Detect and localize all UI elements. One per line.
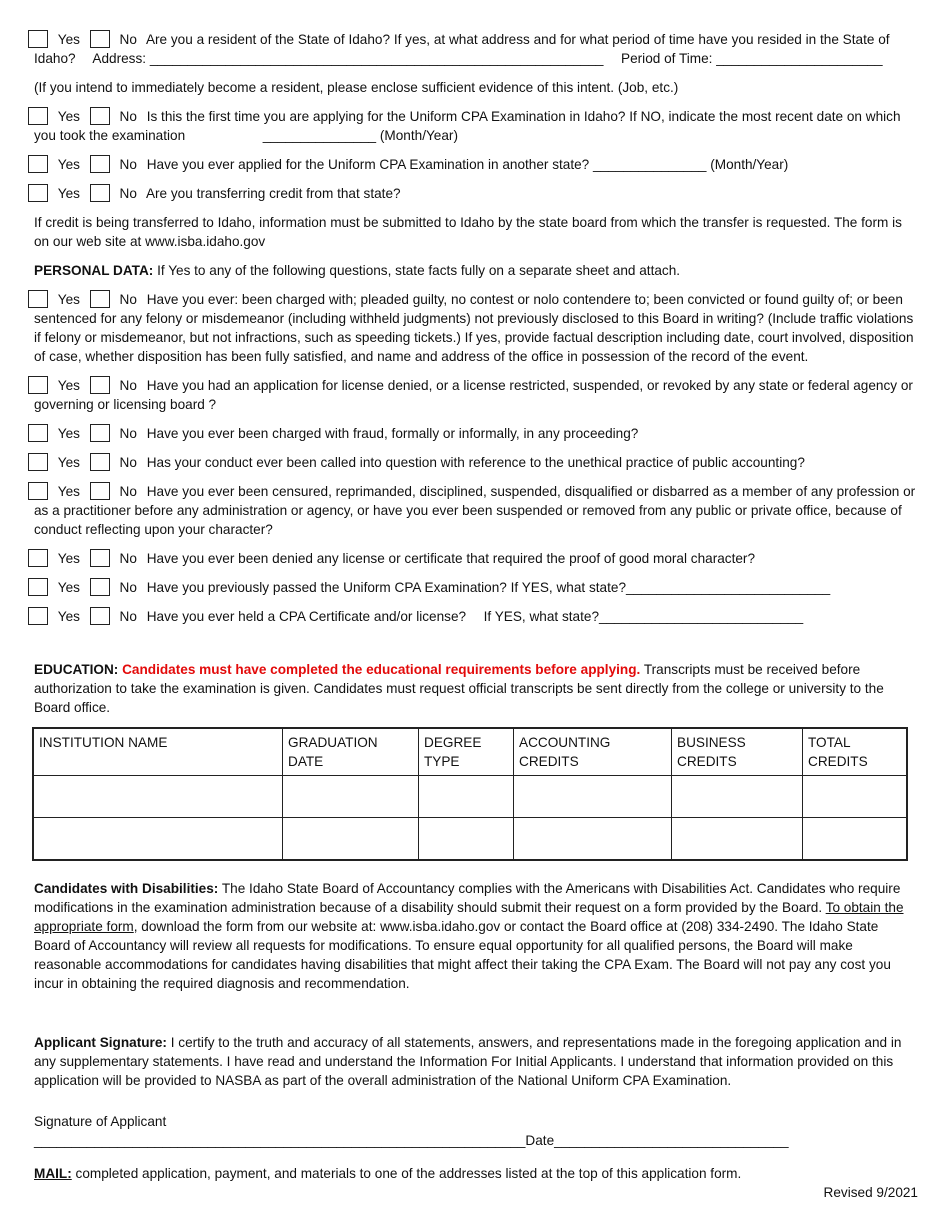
- question-conduct: Yes No Has your conduct ever been called into question with reference to the unethical practice of public accounting?: [34, 453, 918, 472]
- period-field[interactable]: ______________________: [716, 51, 883, 66]
- column-header: DEGREE TYPE: [419, 728, 514, 776]
- address-field[interactable]: ____________________________________________________________: [149, 51, 604, 66]
- fraud-yes-checkbox[interactable]: [28, 424, 48, 442]
- question-text: Have you ever applied for the Uniform CPA Examination in another state?: [146, 157, 590, 172]
- question-moral: Yes No Have you ever been denied any license or certificate that required the proof of good moral character?: [34, 549, 918, 568]
- transfer-no-checkbox[interactable]: [90, 184, 110, 202]
- signature-field[interactable]: _________________________________________________________________: [34, 1133, 526, 1148]
- question-fraud: Yes No Have you ever been charged with fraud, formally or informally, in any proceeding?: [34, 424, 918, 443]
- column-header: BUSINESS CREDITS: [672, 728, 803, 776]
- column-header: INSTITUTION NAME: [33, 728, 283, 776]
- mail-section: MAIL: completed application, payment, and materials to one of the addresses listed at the top of this application form.: [34, 1166, 742, 1181]
- table-header-row: [33, 728, 907, 776]
- question-text: Have you previously passed the Uniform CPA Examination? If YES, what state?: [146, 580, 627, 595]
- table-cell[interactable]: [419, 818, 514, 861]
- question-charged: Yes No Have you ever: been charged with; pleaded guilty, no contest or nolo contendere to; been convicted or found guilty of; or been sentenced for any felony or misdemeanor (including withheld judgments) not previously disclosed to this Board in writing? (Include traffic violations if felony or misdemeanor, but not infractions, such as speeding tickets.) If yes, provide factual description including date, court involved, disposition of case, whether disposition has been fully satisfied, and name and address of the office in possession of the record of the event.: [34, 290, 918, 366]
- appropriate-form-link[interactable]: To obtain the appropriate form: [34, 900, 904, 934]
- table-cell[interactable]: [283, 776, 419, 818]
- held-state-field[interactable]: ___________________________: [599, 609, 804, 624]
- question-passed: Yes No Have you previously passed the Uniform CPA Examination? If YES, what state?___________________________: [34, 578, 918, 597]
- address-label: Address:: [92, 51, 147, 66]
- table-cell[interactable]: [33, 776, 283, 818]
- transfer-note: If credit is being transferred to Idaho, information must be submitted to Idaho by the state board from which the transfer is requested. The form is on our web site at www.isba.idaho.gov: [34, 215, 902, 249]
- conduct-yes-checkbox[interactable]: [28, 453, 48, 471]
- license-denied-yes-checkbox[interactable]: [28, 376, 48, 394]
- question-text: Have you ever been censured, reprimanded, disciplined, suspended, disqualified or disbarred as a member of any profession or as a practitioner before any administration or agency, or have you ever been suspended or removed from any public or private office, because of conduct reflecting upon your character?: [34, 484, 916, 537]
- table-cell[interactable]: [33, 818, 283, 861]
- table-row: [33, 776, 907, 818]
- personal-data-heading: PERSONAL DATA: If Yes to any of the following questions, state facts fully on a separate sheet and attach.: [34, 263, 681, 278]
- table-cell[interactable]: [672, 818, 803, 861]
- table-cell[interactable]: [803, 776, 908, 818]
- education-table: [32, 727, 908, 861]
- date-label: Date: [525, 1133, 555, 1148]
- conduct-no-checkbox[interactable]: [90, 453, 110, 471]
- question-text: Has your conduct ever been called into question with reference to the unethical practice of public accounting?: [146, 455, 805, 470]
- resident-no-checkbox[interactable]: [90, 30, 110, 48]
- signature-section: Applicant Signature: I certify to the truth and accuracy of all statements, answers, and representations made in the foregoing application and in any supplementary statements. I have read and understand the Information For Initial Applicants. I understand that information provided on this application will be provided to NASBA as part of the overall administration of the National Uniform CPA Examination.: [34, 1035, 902, 1088]
- signature-line: [34, 1112, 918, 1150]
- question-text: Have you ever been charged with fraud, formally or informally, in any proceeding?: [146, 426, 639, 441]
- held-yes-checkbox[interactable]: [28, 607, 48, 625]
- signature-label: Signature of Applicant: [34, 1114, 167, 1129]
- date-field[interactable]: _______________________________: [554, 1133, 789, 1148]
- censured-no-checkbox[interactable]: [90, 482, 110, 500]
- resident-note: (If you intend to immediately become a resident, please enclose sufficient evidence of this intent. (Job, etc.): [34, 80, 679, 95]
- first-time-no-checkbox[interactable]: [90, 107, 110, 125]
- charged-yes-checkbox[interactable]: [28, 290, 48, 308]
- question-transfer: Yes No Are you transferring credit from that state?: [34, 184, 918, 203]
- other-state-yes-checkbox[interactable]: [28, 155, 48, 173]
- question-text: Are you transferring credit from that state?: [145, 186, 401, 201]
- question-license-denied: Yes No Have you had an application for license denied, or a license restricted, suspended, or revoked by any state or federal agency or governing or licensing board ?: [34, 376, 918, 414]
- moral-yes-checkbox[interactable]: [28, 549, 48, 567]
- question-text: Have you ever: been charged with; pleaded guilty, no contest or nolo contendere to; been convicted or found guilty of; or been sentenced for any felony or misdemeanor (including withheld judgments) not previously disclosed to this Board in writing? (Include traffic violations if felony or misdemeanor, but not infractions, such as speeding tickets.) If yes, provide factual description including date, court involved, disposition of case, whether disposition has been fully satisfied, and name and address of the office in possession of the record of the event.: [34, 292, 914, 364]
- column-header: TOTAL CREDITS: [803, 728, 908, 776]
- table-cell[interactable]: [514, 818, 672, 861]
- other-state-no-checkbox[interactable]: [90, 155, 110, 173]
- question-text: Have you ever held a CPA Certificate and/or license?: [146, 609, 467, 624]
- exam-date-field[interactable]: _______________: [262, 128, 377, 143]
- education-section: EDUCATION: Candidates must have completed the educational requirements before applying. Transcripts must be received before authorization to take the examination is given. Candidates must request official transcripts be sent directly from the college or university to the Board office.: [34, 662, 884, 715]
- table-cell[interactable]: [419, 776, 514, 818]
- table-cell[interactable]: [514, 776, 672, 818]
- table-cell[interactable]: [672, 776, 803, 818]
- revision-date: Revised 9/2021: [823, 1185, 918, 1200]
- column-header: GRADUATION DATE: [283, 728, 419, 776]
- passed-state-field[interactable]: ___________________________: [626, 580, 831, 595]
- moral-no-checkbox[interactable]: [90, 549, 110, 567]
- held-no-checkbox[interactable]: [90, 607, 110, 625]
- question-censured: Yes No Have you ever been censured, reprimanded, disciplined, suspended, disqualified or disbarred as a member of any profession or as a practitioner before any administration or agency, or have you ever been suspended or removed from any public or private office, because of conduct reflecting upon your character?: [34, 482, 918, 539]
- question-other-state: Yes No Have you ever applied for the Uniform CPA Examination in another state? _______________ (Month/Year): [34, 155, 918, 174]
- question-text: Have you had an application for license denied, or a license restricted, suspended, or revoked by any state or federal agency or governing or licensing board ?: [34, 378, 913, 412]
- passed-no-checkbox[interactable]: [90, 578, 110, 596]
- table-cell[interactable]: [283, 818, 419, 861]
- column-header: ACCOUNTING CREDITS: [514, 728, 672, 776]
- table-cell[interactable]: [803, 818, 908, 861]
- disabilities-section: Candidates with Disabilities: The Idaho State Board of Accountancy complies with the Americans with Disabilities Act. Candidates who require modifications in the examination administration because of a disability should submit their request on a form provided by the Board. To obtain the appropriate form, download the form from our website at: www.isba.idaho.gov or contact the Board office at (208) 334-2490. The Idaho State Board of Accountancy will review all requests for modifications. To ensure equal opportunity for all qualified persons, the Board will make reasonable accommodations for candidates having disabilities that might affect their taking the CPA Exam. The Board will not pay any cost you incur in obtaining the required diagnosis and recommendation.: [34, 881, 904, 991]
- question-text: Have you ever been denied any license or certificate that required the proof of good moral character?: [146, 551, 756, 566]
- question-first-time: Yes No Is this the first time you are applying for the Uniform CPA Examination in Idaho? If NO, indicate the most recent date on which you took the examination _______________ (Month/Year): [34, 107, 918, 145]
- period-label: Period of Time:: [621, 51, 713, 66]
- fraud-no-checkbox[interactable]: [90, 424, 110, 442]
- question-text: Are you a resident of the State of Idaho? If yes, at what address and for what period of time have you resided in the State of Idaho?: [34, 32, 890, 66]
- other-state-date-field[interactable]: _______________: [593, 157, 707, 172]
- resident-yes-checkbox[interactable]: [28, 30, 48, 48]
- question-text: Is this the first time you are applying for the Uniform CPA Examination in Idaho? If NO, indicate the most recent date on which you took the examination: [34, 109, 901, 143]
- censured-yes-checkbox[interactable]: [28, 482, 48, 500]
- table-row: [33, 818, 907, 861]
- passed-yes-checkbox[interactable]: [28, 578, 48, 596]
- question-held: Yes No Have you ever held a CPA Certificate and/or license? If YES, what state?___________________________: [34, 607, 918, 626]
- education-warning: Candidates must have completed the educational requirements before applying.: [122, 662, 641, 677]
- transfer-yes-checkbox[interactable]: [28, 184, 48, 202]
- question-resident: Yes No Are you a resident of the State of Idaho? If yes, at what address and for what period of time have you resided in the State of Idaho? Address: ____________________________________________________________ Period of Time: ______________________: [34, 30, 918, 68]
- first-time-yes-checkbox[interactable]: [28, 107, 48, 125]
- charged-no-checkbox[interactable]: [90, 290, 110, 308]
- license-denied-no-checkbox[interactable]: [90, 376, 110, 394]
